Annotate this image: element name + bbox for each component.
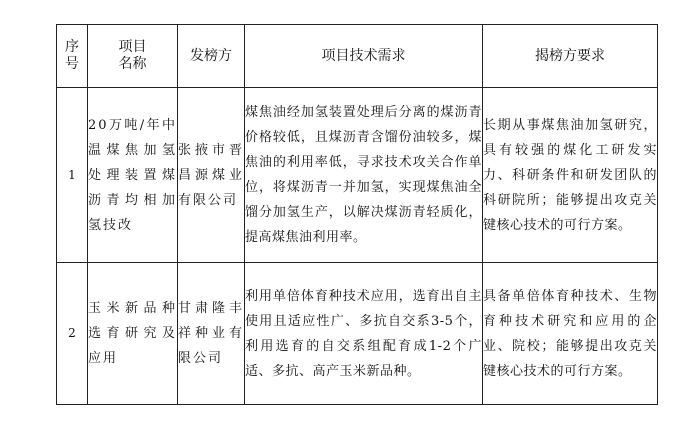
row-issuer: 甘肃隆丰祥种业有限公司 [178,263,245,405]
header-solver-requirement: 揭榜方要求 [483,25,658,88]
row-issuer: 张掖市晋昌源煤业有限公司 [178,88,245,263]
row-seq: 2 [57,263,88,405]
row-tech-requirement: 利用单倍体育种技术应用，选育出自主使用且适应性广、多抗自交系3-5个，利用选育的自交系组配育成1-2个广适、多抗、高产玉米新品种。 [245,263,483,405]
table-row [57,88,658,263]
header-tech-requirement: 项目技术需求 [245,25,483,88]
row-tech-requirement: 煤焦油经加氢装置处理后分离的煤沥青价格较低，且煤沥青含馏份油较多，煤焦油的利用率低，寻求技术攻关合作单位，将煤沥青一并加氢，实现煤焦油全馏分加氢生产，以解决煤沥青轻质化，提高煤焦油利用率。 [245,88,483,263]
table-header-row [57,25,658,88]
header-issuer: 发榜方 [178,25,245,88]
project-table [56,24,658,405]
row-project-name: 20万吨/年中温煤焦加氢处理装置煤沥青均相加氢技改 [88,88,178,263]
row-seq: 1 [57,88,88,263]
row-solver-requirement: 具备单倍体育种技术、生物育种技术研究和应用的企业、院校；能够提出攻克关键核心技术的可行方案。 [483,263,658,405]
table-row [57,263,658,405]
header-project-name: 项目名称 [88,25,178,88]
header-seq: 序号 [57,25,88,88]
row-solver-requirement: 长期从事煤焦油加氢研究，具有较强的煤化工研发实力、科研条件和研发团队的科研院所；能够提出攻克关键核心技术的可行方案。 [483,88,658,263]
row-project-name: 玉米新品种选育研究及应用 [88,263,178,405]
